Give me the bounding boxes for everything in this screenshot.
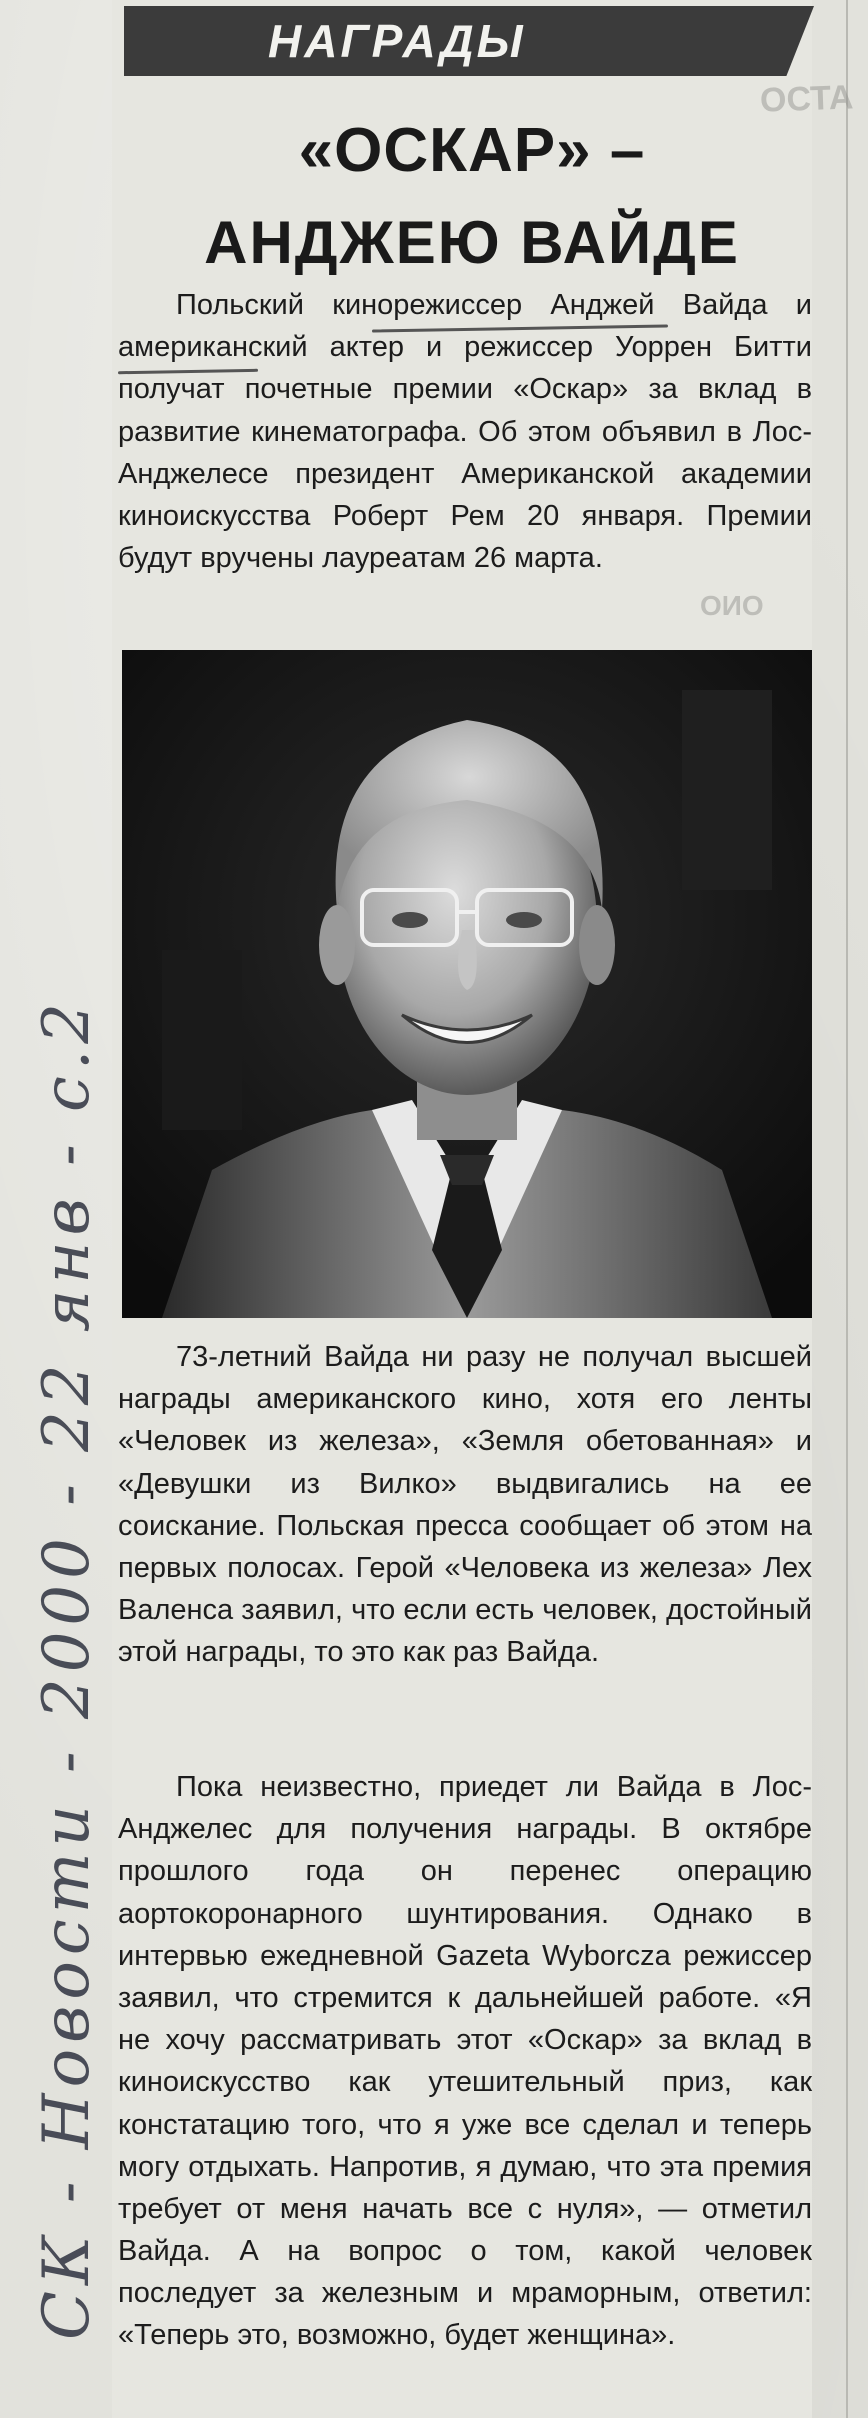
handwritten-source-note: СК - Новости - 2000 - 22 янв - с.2 (30, 997, 104, 2340)
bleed-through-text: ОСТА (759, 78, 854, 120)
rubric-label: НАГРАДЫ (268, 15, 526, 67)
bleed-through-text: ОИО (700, 590, 764, 621)
paragraph-health: Пока неизвестно, приедет ли Вайда в Лос-Анджелес для получения награды. В октябре прошлого года он перенес операцию аортокоронарного шунтирования. Однако в интервью ежедневной Gazeta Wyborcza режиссер заявил, что стремится к дальнейшей работе. «Я не хочу рассматривать этот «Оскар» за вклад в киноискусство как утешительный приз, как констатацию того, что я уже все сделал и теперь могу отдыхать. Напротив, я думаю, что эта премия требует от меня начать все с нуля», — отметил Вайда. А на вопрос о том, какой человек последует за железным и мраморным, ответил: «Теперь это, возможно, будет женщина». (118, 1771, 812, 2352)
clipping-edge (846, 0, 848, 2418)
paragraph-background: 73-летний Вайда ни разу не получал высшей награды американского кино, хотя его ленты «Человек из железа», «Земля обетованная» и «Девушки из Вилко» выдвигались на ее соискание. Польская пресса сообщает об этом на первых полосах. Герой «Человека из железа» Лех Валенса заявил, что если есть человек, достойный этой награды, то это как раз Вайда. (118, 1341, 812, 1669)
portrait-photo (122, 650, 812, 1318)
paragraph-intro: Польский кинорежиссер Анджей Вайда и американский актер и режиссер Уоррен Битти получат почетные премии «Оскар» за вклад в развитие кинематографа. Об этом объявил в Лос-Анджелесе президент Американской академии киноискусства Роберт Рем 20 января. Премии будут вручены лауреатам 26 марта. (118, 289, 812, 575)
headline-line-2: АНДЖЕЮ ВАЙДЕ (204, 209, 740, 276)
portrait-photo-graphic (122, 650, 812, 1318)
headline-line-1: «ОСКАР» – (298, 116, 646, 185)
